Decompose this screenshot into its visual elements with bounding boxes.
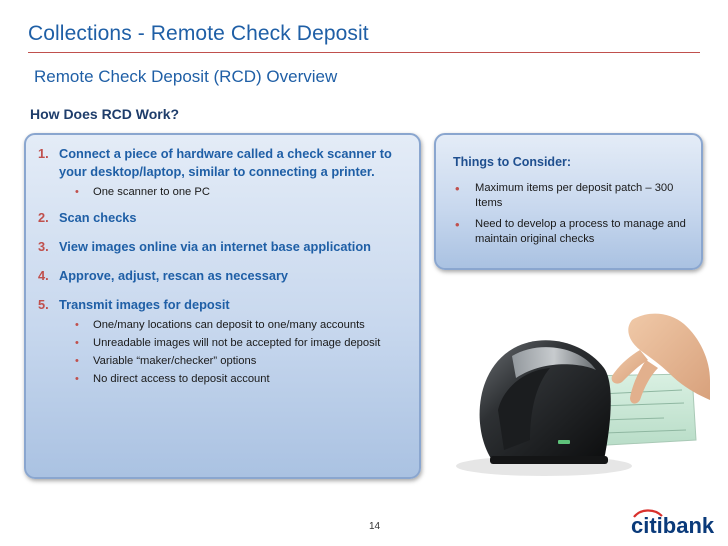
sub-item-text: Variable “maker/checker” options: [93, 355, 257, 367]
step-text: Scan checks: [59, 210, 137, 225]
bullet-icon: •: [75, 319, 79, 331]
citibank-logo: [630, 508, 720, 538]
considerations-heading: Things to Consider:: [453, 155, 572, 169]
logo-text: citibank: [631, 513, 715, 538]
page-number: 14: [369, 521, 381, 532]
check-scanner-photo: [434, 290, 710, 516]
step-number: 5.: [38, 297, 49, 312]
step-item: [36, 238, 416, 256]
consideration-item: [453, 217, 698, 247]
sub-item-text: Unreadable images will not be accepted for image deposit: [93, 337, 381, 349]
bullet-icon: •: [75, 337, 79, 349]
step-text: Transmit images for deposit: [59, 297, 230, 312]
steps-list: [36, 145, 416, 388]
section-heading: How Does RCD Work?: [30, 106, 180, 122]
slide-title: Collections - Remote Check Deposit: [28, 22, 369, 45]
sub-item: [59, 183, 416, 201]
considerations-panel: [434, 133, 703, 270]
step-item: [36, 145, 416, 201]
sub-item: [59, 370, 416, 388]
check-scanner-illustration: [434, 290, 710, 516]
sub-list: [59, 316, 416, 388]
sub-list: [59, 183, 416, 201]
sub-item: [59, 352, 416, 370]
step-text: Approve, adjust, rescan as necessary: [59, 268, 289, 283]
consideration-text: Maximum items per deposit patch – 300 Items: [475, 182, 674, 209]
consideration-item: [453, 181, 698, 211]
step-item: [36, 209, 416, 227]
considerations-list: [453, 181, 698, 253]
sub-item-text: One/many locations can deposit to one/many accounts: [93, 319, 365, 331]
citibank-logo-mark: [630, 508, 720, 538]
step-number: 2.: [38, 210, 49, 225]
bullet-icon: •: [455, 217, 460, 232]
step-item: [36, 267, 416, 285]
steps-panel: [24, 133, 421, 479]
sub-item-text: One scanner to one PC: [93, 186, 210, 198]
step-number: 3.: [38, 239, 49, 254]
step-number: 4.: [38, 268, 49, 283]
consideration-text: Need to develop a process to manage and maintain original checks: [475, 218, 686, 245]
bullet-icon: •: [455, 181, 460, 196]
step-text: Connect a piece of hardware called a check scanner to your desktop/laptop, similar to connecting a printer.: [59, 146, 392, 179]
sub-item-text: No direct access to deposit account: [93, 373, 270, 385]
bullet-icon: •: [75, 355, 79, 367]
sub-item: [59, 316, 416, 334]
bullet-icon: •: [75, 186, 79, 198]
step-number: 1.: [38, 146, 49, 161]
slide-subtitle: Remote Check Deposit (RCD) Overview: [34, 67, 338, 86]
sub-item: [59, 334, 416, 352]
step-item: [36, 296, 416, 388]
step-text: View images online via an internet base application: [59, 239, 371, 254]
title-divider: [28, 52, 700, 53]
bullet-icon: •: [75, 373, 79, 385]
